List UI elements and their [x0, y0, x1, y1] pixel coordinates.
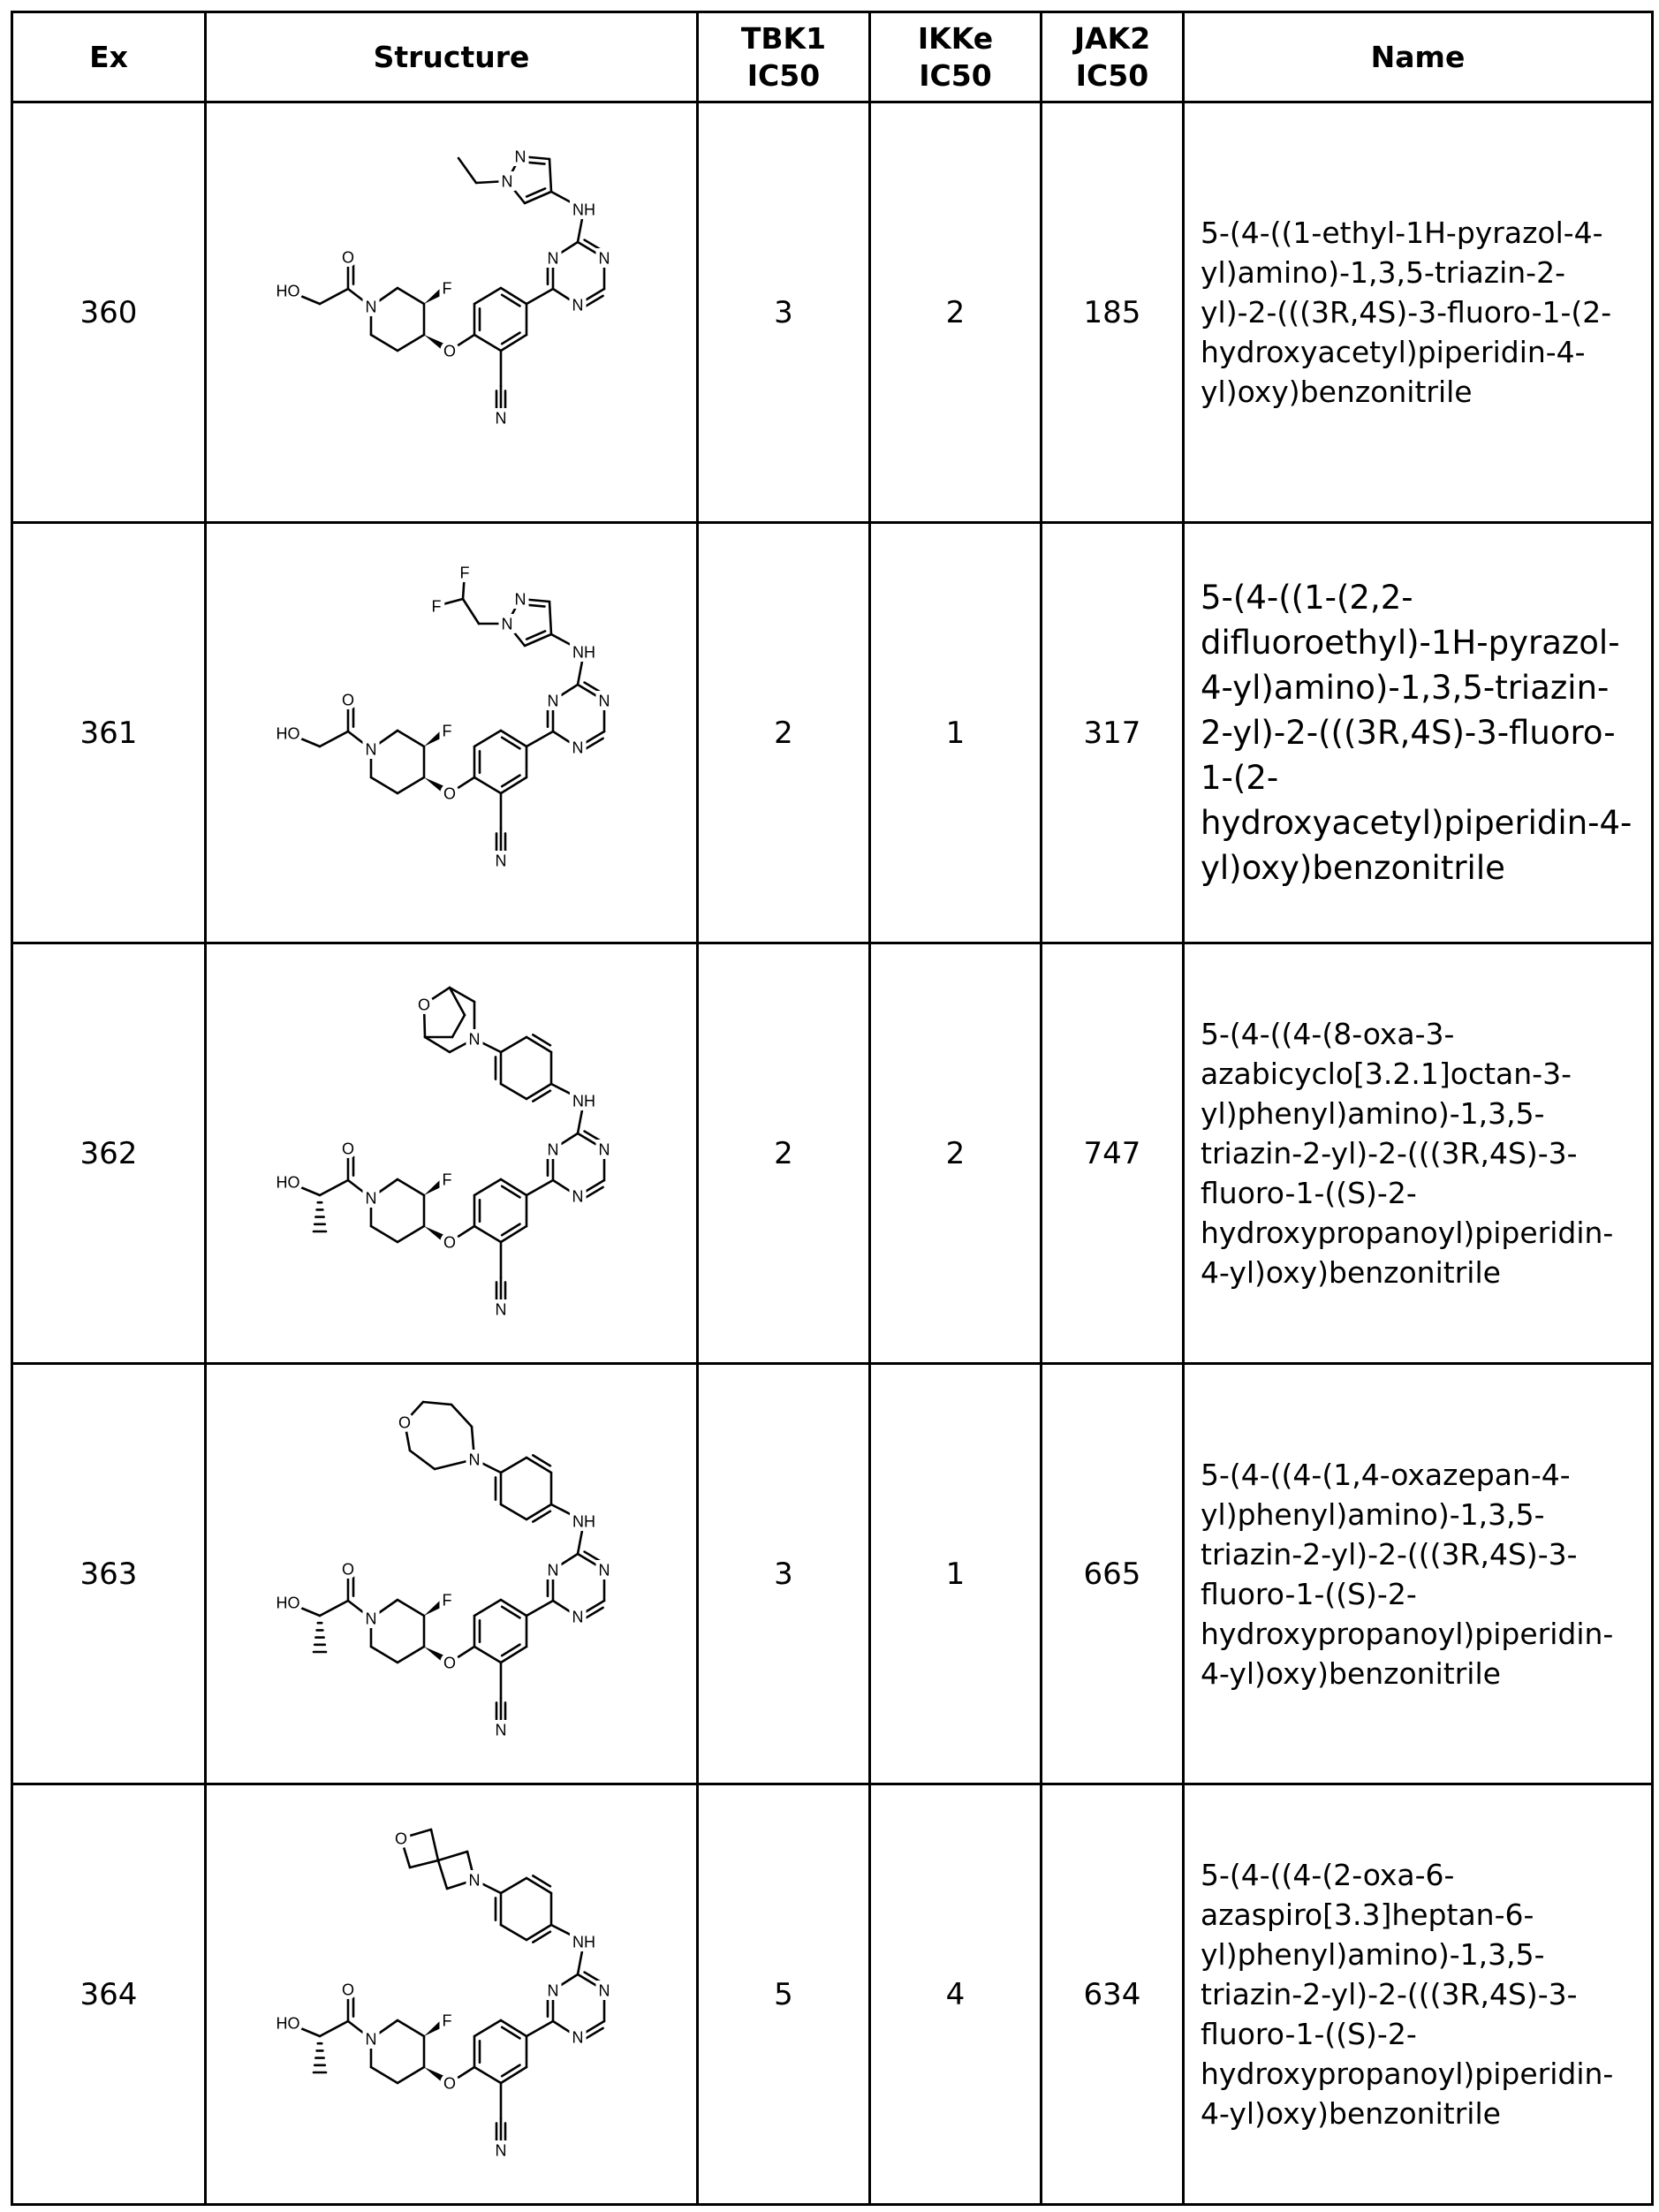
atom-label: N	[548, 250, 559, 268]
atom-labels	[276, 564, 610, 870]
atom-label: F	[443, 1171, 452, 1189]
atom-label: N	[599, 1562, 610, 1579]
atom-label: NH	[572, 1934, 595, 1951]
atom-label: NH	[572, 1513, 595, 1531]
chemical-structure	[207, 103, 696, 521]
atom-label: O	[342, 1140, 354, 1158]
tbk1-ic50-cell: 2	[698, 523, 870, 943]
atom-label: O	[443, 2075, 456, 2093]
atom-label: N	[496, 1301, 507, 1319]
atom-label: N	[469, 1872, 481, 1890]
jak2-ic50-cell: 747	[1042, 943, 1184, 1364]
structure-cell	[206, 102, 698, 523]
compound-name-cell: 5-(4-((4-(2-oxa-6-azaspiro[3.3]heptan-6-yl)phenyl)amino)-1,3,5-triazin-2-yl)-2-(((3R,4S)-3-fluoro-1-((S)-2-hydroxypropanoyl)piperidin-4-yl)oxy)benzonitrile	[1184, 1784, 1653, 2205]
atom-label: N	[599, 693, 610, 710]
tbk1-ic50-cell: 3	[698, 102, 870, 523]
atom-label: NH	[572, 1093, 595, 1110]
atom-label: N	[366, 1610, 377, 1628]
atom-label: N	[502, 616, 513, 633]
atom-label: F	[460, 564, 470, 582]
header-tbk1	[698, 12, 870, 102]
atom-label: NH	[572, 201, 595, 219]
atom-label: F	[432, 598, 442, 616]
chemical-structure	[207, 524, 696, 942]
atom-label: NH	[572, 644, 595, 662]
table-row	[12, 1784, 1653, 2205]
jak2-ic50-cell: 317	[1042, 523, 1184, 943]
header-jak2-line1: JAK2	[1074, 21, 1150, 56]
ex-cell: 360	[12, 102, 206, 523]
atom-label: O	[398, 1414, 411, 1432]
atom-label: N	[366, 2031, 377, 2049]
jak2-ic50-cell: 185	[1042, 102, 1184, 523]
atom-label: N	[496, 2142, 507, 2160]
atom-label: N	[548, 1141, 559, 1159]
atom-label: HO	[276, 1174, 300, 1192]
ikke-ic50-cell: 4	[870, 1784, 1042, 2205]
header-row	[12, 12, 1653, 102]
atom-labels	[276, 148, 610, 428]
ikke-ic50-cell: 2	[870, 943, 1042, 1364]
atom-label: N	[572, 297, 584, 314]
atom-label: O	[342, 692, 354, 709]
header-ex: Ex	[12, 12, 206, 102]
ex-cell: 364	[12, 1784, 206, 2205]
header-ikke	[870, 12, 1042, 102]
header-ikke-line1: IKKe	[918, 21, 993, 56]
atom-label: O	[443, 785, 456, 803]
structure-cell	[206, 1364, 698, 1784]
chemical-structure	[207, 944, 696, 1362]
header-name: Name	[1184, 12, 1653, 102]
header-structure: Structure	[206, 12, 698, 102]
atom-label: N	[548, 1982, 559, 2000]
atom-label: O	[395, 1830, 407, 1848]
atom-label: N	[572, 1188, 584, 1206]
atom-label: N	[599, 250, 610, 268]
table-row	[12, 523, 1653, 943]
table-row	[12, 102, 1653, 523]
atom-label: O	[342, 249, 354, 267]
atom-labels	[276, 1414, 610, 1739]
atom-label: N	[572, 2029, 584, 2047]
atom-label: F	[443, 723, 452, 740]
header-ikke-line2: IC50	[919, 58, 991, 93]
bonds	[288, 572, 604, 860]
atom-label: N	[366, 1190, 377, 1208]
atom-label: F	[443, 2012, 452, 2030]
atom-label: N	[599, 1141, 610, 1159]
table-row	[12, 1364, 1653, 1784]
atom-label: N	[548, 1562, 559, 1579]
atom-label: N	[496, 410, 507, 428]
header-jak2-line2: IC50	[1076, 58, 1148, 93]
atom-label: N	[469, 1451, 481, 1469]
table-row	[12, 943, 1653, 1364]
header-tbk1-line2: IC50	[747, 58, 820, 93]
jak2-ic50-cell: 665	[1042, 1364, 1184, 1784]
chemical-structure	[207, 1785, 696, 2203]
jak2-ic50-cell: 634	[1042, 1784, 1184, 2205]
atom-label: O	[418, 996, 430, 1014]
compound-name-cell: 5-(4-((1-ethyl-1H-pyrazol-4-yl)amino)-1,3,5-triazin-2-yl)-2-(((3R,4S)-3-fluoro-1-(2-hydroxyacetyl)piperidin-4-yl)oxy)benzonitrile	[1184, 102, 1653, 523]
atom-label: N	[469, 1031, 481, 1049]
structure-cell	[206, 943, 698, 1364]
compound-name-cell: 5-(4-((1-(2,2-difluoroethyl)-1H-pyrazol-4-yl)amino)-1,3,5-triazin-2-yl)-2-(((3R,4S)-3-fluoro-1-(2-hydroxyacetyl)piperidin-4-yl)oxy)benzonitrile	[1184, 523, 1653, 943]
header-jak2	[1042, 12, 1184, 102]
ikke-ic50-cell: 2	[870, 102, 1042, 523]
atom-label: N	[572, 739, 584, 757]
structure-cell	[206, 523, 698, 943]
ex-cell: 361	[12, 523, 206, 943]
chemical-structure	[207, 1365, 696, 1783]
ex-cell: 363	[12, 1364, 206, 1784]
atom-label: N	[548, 693, 559, 710]
atom-label: O	[342, 1981, 354, 1999]
atom-label: N	[366, 741, 377, 759]
compound-table	[11, 11, 1654, 2206]
header-tbk1-line1: TBK1	[741, 21, 826, 56]
structure-cell	[206, 1784, 698, 2205]
tbk1-ic50-cell: 2	[698, 943, 870, 1364]
atom-label: HO	[276, 2015, 300, 2033]
compound-name-cell: 5-(4-((4-(8-oxa-3-azabicyclo[3.2.1]octan-3-yl)phenyl)amino)-1,3,5-triazin-2-yl)-2-(((3R,4S)-3-fluoro-1-((S)-2-hydroxypropanoyl)piperidin-4-yl)oxy)benzonitrile	[1184, 943, 1653, 1364]
atom-label: F	[443, 1592, 452, 1610]
atom-label: N	[496, 1722, 507, 1739]
atom-label: N	[515, 148, 526, 166]
atom-label: N	[515, 591, 526, 609]
atom-label: N	[572, 1609, 584, 1626]
atom-label: HO	[276, 283, 300, 300]
atom-labels	[276, 996, 610, 1319]
atom-label: F	[443, 280, 452, 298]
atom-label: N	[496, 852, 507, 870]
ikke-ic50-cell: 1	[870, 523, 1042, 943]
tbk1-ic50-cell: 5	[698, 1784, 870, 2205]
atom-label: HO	[276, 725, 300, 743]
atom-label: O	[443, 1234, 456, 1252]
ikke-ic50-cell: 1	[870, 1364, 1042, 1784]
atom-label: HO	[276, 1595, 300, 1612]
atom-label: N	[502, 173, 513, 191]
atom-label: N	[366, 299, 377, 316]
atom-label: O	[443, 343, 456, 360]
atom-label: N	[599, 1982, 610, 2000]
atom-label: O	[443, 1655, 456, 1672]
atom-label: O	[342, 1561, 354, 1579]
compound-name-cell: 5-(4-((4-(1,4-oxazepan-4-yl)phenyl)amino)-1,3,5-triazin-2-yl)-2-(((3R,4S)-3-fluoro-1-((S)-2-hydroxypropanoyl)piperidin-4-yl)oxy)benzonitrile	[1184, 1364, 1653, 1784]
tbk1-ic50-cell: 3	[698, 1364, 870, 1784]
ex-cell: 362	[12, 943, 206, 1364]
